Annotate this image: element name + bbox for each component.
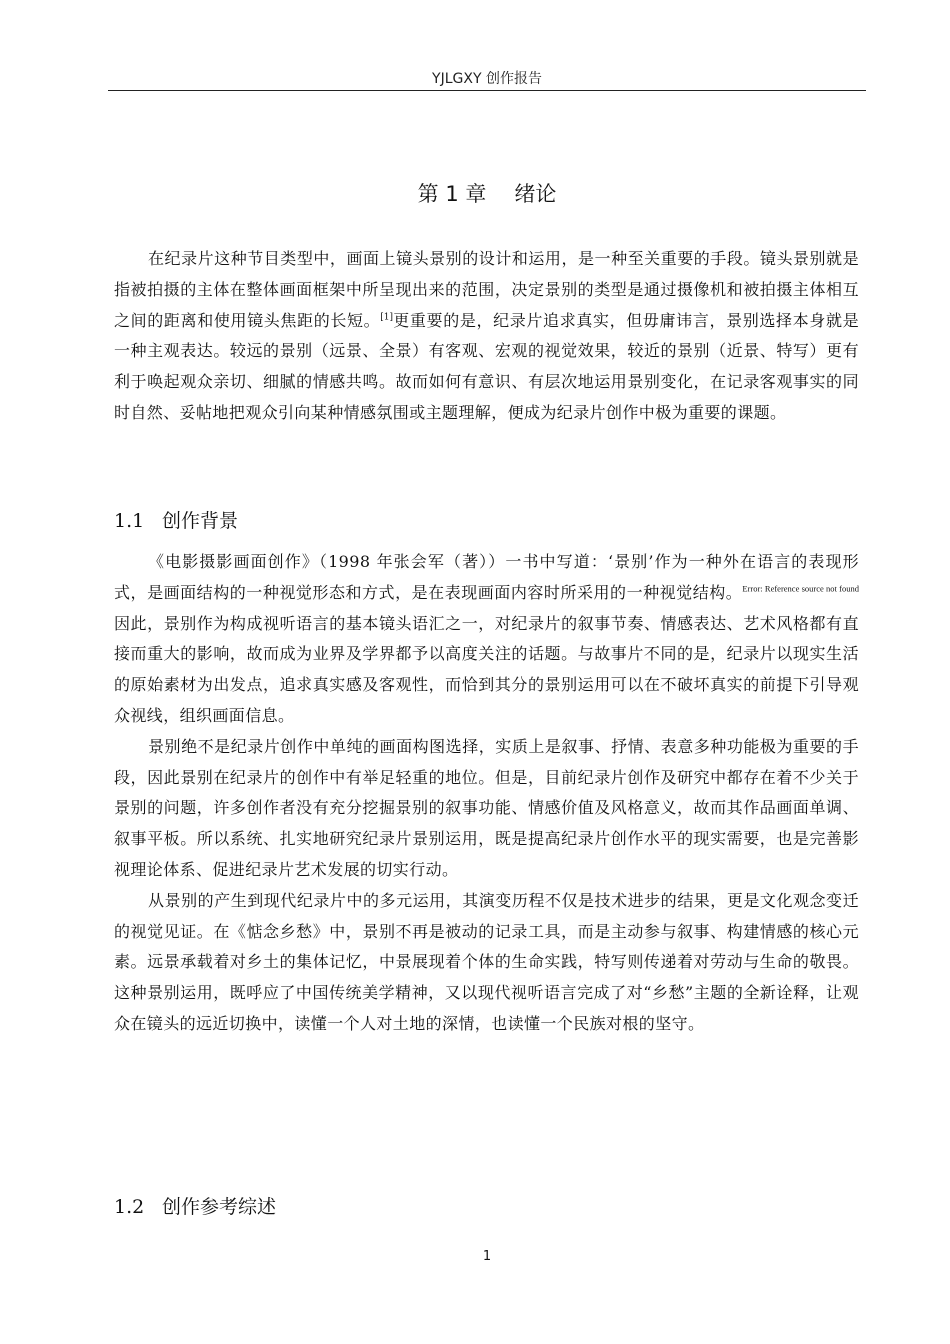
section-1-1-body [114, 547, 859, 1040]
section-number: 1.2 [114, 1196, 145, 1218]
intro-text-part2: 更重要的是，纪录片追求真实，但毋庸讳言，景别选择本身就是一种主观表达。较远的景别（远景、全景）有客观、宏观的视觉效果，较近的景别（近景、特写）更有利于唤起观众亲切、细腻的情感共鸣。故而如何有意识、有层次地运用景别变化，在记录客观事实的同时自然、妥帖地把观众引向某种情感氛围或主题理解，便成为纪录片创作中极为重要的课题。 [114, 310, 860, 422]
section-title: 创作背景 [162, 510, 239, 532]
chapter-name: 绪论 [514, 182, 557, 206]
background-p1-part1: 《电影摄影画面创作》（1998 年张会军（著））一书中写道：‘景别’作为一种外在语言的表现形式，是画面结构的一种视觉形态和方式，是在表现画面内容时所采用的一种视觉结构。 [114, 552, 859, 602]
citation-ref-1[interactable]: [1] [380, 312, 394, 323]
section-title: 创作参考综述 [162, 1196, 277, 1218]
broken-reference[interactable]: Error: Reference source not found [742, 583, 859, 594]
header-rule [108, 90, 866, 91]
background-paragraph-2: 景别绝不是纪录片创作中单纯的画面构图选择，实质上是叙事、抒情、表意多种功能极为重要的手段，因此景别在纪录片的创作中有举足轻重的地位。但是，目前纪录片创作及研究中都存在着不少关于景别的问题，许多创作者没有充分挖掘景别的叙事功能、情感价值及风格意义，故而其作品画面单调、叙事平板。所以系统、扎实地研究纪录片景别运用，既是提高纪录片创作水平的现实需要，也是完善影视理论体系、促进纪录片艺术发展的切实行动。 [114, 736, 859, 879]
page-number: 1 [482, 1249, 492, 1264]
section-heading-1-2 [114, 1193, 276, 1221]
background-p1-part2: 因此，景别作为构成视听语言的基本镜头语汇之一，对纪录片的叙事节奏、情感表达、艺术风格都有直接而重大的影响，故而成为业界及学界都予以高度关注的话题。与故事片不同的是，纪录片以现实生活的原始素材为出发点，追求真实感及客观性，而恰到其分的景别运用可以在不破坏真实的前提下引导观众视线，组织画面信息。 [114, 613, 859, 725]
chapter-number: 第 1 章 [417, 182, 487, 206]
background-paragraph-3: 从景别的产生到现代纪录片中的多元运用，其演变历程不仅是技术进步的结果，更是文化观念变迁的视觉见证。在《惦念乡愁》中，景别不再是被动的记录工具，而是主动参与叙事、构建情感的核心元素。远景承载着对乡土的集体记忆，中景展现着个体的生命实践，特写则传递着对劳动与生命的敬畏。这种景别运用，既呼应了中国传统美学精神，又以现代视听语言完成了对“乡愁”主题的全新诠释，让观众在镜头的远近切换中，读懂一个人对土地的深情，也读懂一个民族对根的坚守。 [114, 890, 859, 1033]
background-paragraph-1 [114, 547, 859, 732]
intro-text-part1: 在纪录片这种节目类型中，画面上镜头景别的设计和运用，是一种至关重要的手段。镜头景别就是指被拍摄的主体在整体画面框架中所呈现出来的范围，决定景别的类型是通过摄像机和被拍摄主体相互之间的距离和使用镜头焦距的长短。 [114, 249, 859, 330]
intro-block [114, 244, 859, 429]
intro-paragraph [114, 244, 859, 429]
running-header: YJLGXY 创作报告 [432, 71, 542, 87]
chapter-title [108, 178, 866, 210]
section-number: 1.1 [114, 510, 145, 532]
section-heading-1-1 [114, 507, 238, 535]
